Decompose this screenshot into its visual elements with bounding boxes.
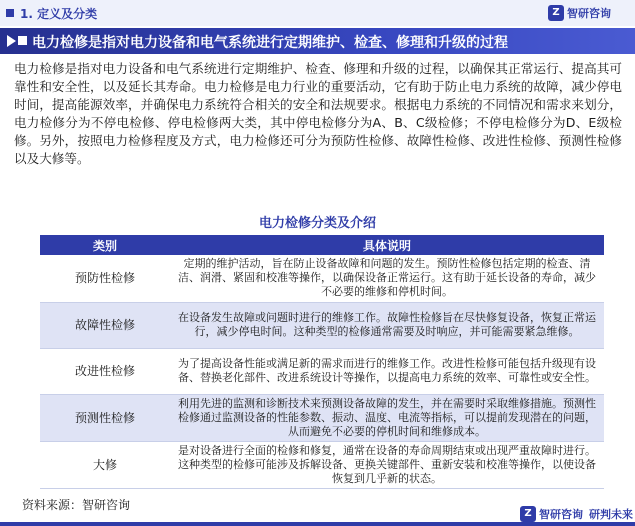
table-row [40, 394, 604, 441]
row-description: 是对设备进行全面的检修和修复，通常在设备的寿命周期结束或出现严重故障时进行。这种类型的检修可能涉及拆解设备、更换关键部件、重新安装和校准等操作，以使设备恢复到几乎新的状态。 [170, 441, 604, 488]
footer-logo [520, 505, 633, 523]
row-category: 大修 [40, 441, 170, 488]
row-description: 利用先进的监测和诊断技术来预测设备故障的发生，并在需要时采取维修措施。预测性检修通过监测设备的性能参数、振动、温度、电流等指标，可以提前发现潜在的问题，从而避免不必要的停机时间和维修成本。 [170, 394, 604, 441]
table-header-row [40, 235, 604, 255]
play-triangle-icon [7, 35, 16, 47]
page-title: 电力检修是指对电力设备和电气系统进行定期维护、检查、修理和升级的过程 [32, 35, 508, 51]
table-row [40, 255, 604, 302]
row-category: 预测性检修 [40, 394, 170, 441]
title-square-icon [18, 36, 27, 45]
table-row [40, 302, 604, 348]
header-description: 具体说明 [170, 235, 604, 255]
brand-mark-icon: Z [548, 5, 564, 21]
section-header-bar [0, 0, 635, 26]
row-category: 改进性检修 [40, 348, 170, 394]
section-label: 1. 定义及分类 [20, 7, 98, 21]
footer-logo-text: 智研咨询 [539, 508, 583, 521]
row-category: 预防性检修 [40, 255, 170, 302]
classification-table [40, 235, 604, 489]
title-banner [0, 28, 635, 54]
header-category: 类别 [40, 235, 170, 255]
row-category: 故障性检修 [40, 302, 170, 348]
row-description: 为了提高设备性能或满足新的需求而进行的维修工作。改进性检修可能包括升级现有设备、替换老化部件、改进系统设计等操作，以提高电力系统的效率、可靠性或安全性。 [170, 348, 604, 394]
table-row [40, 441, 604, 488]
row-description: 在设备发生故障或问题时进行的维修工作。故障性检修旨在尽快修复设备，恢复正常运行，减少停电时间。这种类型的检修通常需要及时响应，并可能需要紧急维修。 [170, 302, 604, 348]
table-title: 电力检修分类及介绍 [258, 216, 376, 231]
footer-brand-mark-icon: Z [520, 506, 536, 522]
brand-logo [548, 4, 611, 22]
table-row [40, 348, 604, 394]
footer-slogan: 研判未来 [589, 508, 633, 521]
row-description: 定期的维护活动，旨在防止设备故障和问题的发生。预防性检修包括定期的检查、清洁、润滑、紧固和校准等操作，以确保设备正常运行。这有助于延长设备的寿命，减少不必要的维修和停机时间。 [170, 255, 604, 302]
brand-logo-text: 智研咨询 [567, 7, 611, 20]
source-note: 资料来源：智研咨询 [22, 498, 131, 512]
intro-paragraph: 电力检修是指对电力设备和电气系统进行定期维护、检查、修理和升级的过程，以确保其正常运行、提高其可靠性和安全性，以及延长其寿命。电力检修是电力行业的重要活动，它有助于防止电力系统的故障，减少停电时间，提高能源效率，并确保电力系统符合相关的安全和法规要求。根据电力系统的不同情况和需求来划分，电力检修分为不停电检修、停电检修两大类，其中停电检修分为A、B、C级检修；不停电检修分为D、E级检修。另外，按照电力检修程度及方式，电力检修还可分为预防性检修、故障性检修、改进性检修、预测性检修以及大修等。 [14, 61, 622, 166]
bottom-accent-line [0, 522, 635, 526]
section-square-icon [6, 9, 14, 17]
